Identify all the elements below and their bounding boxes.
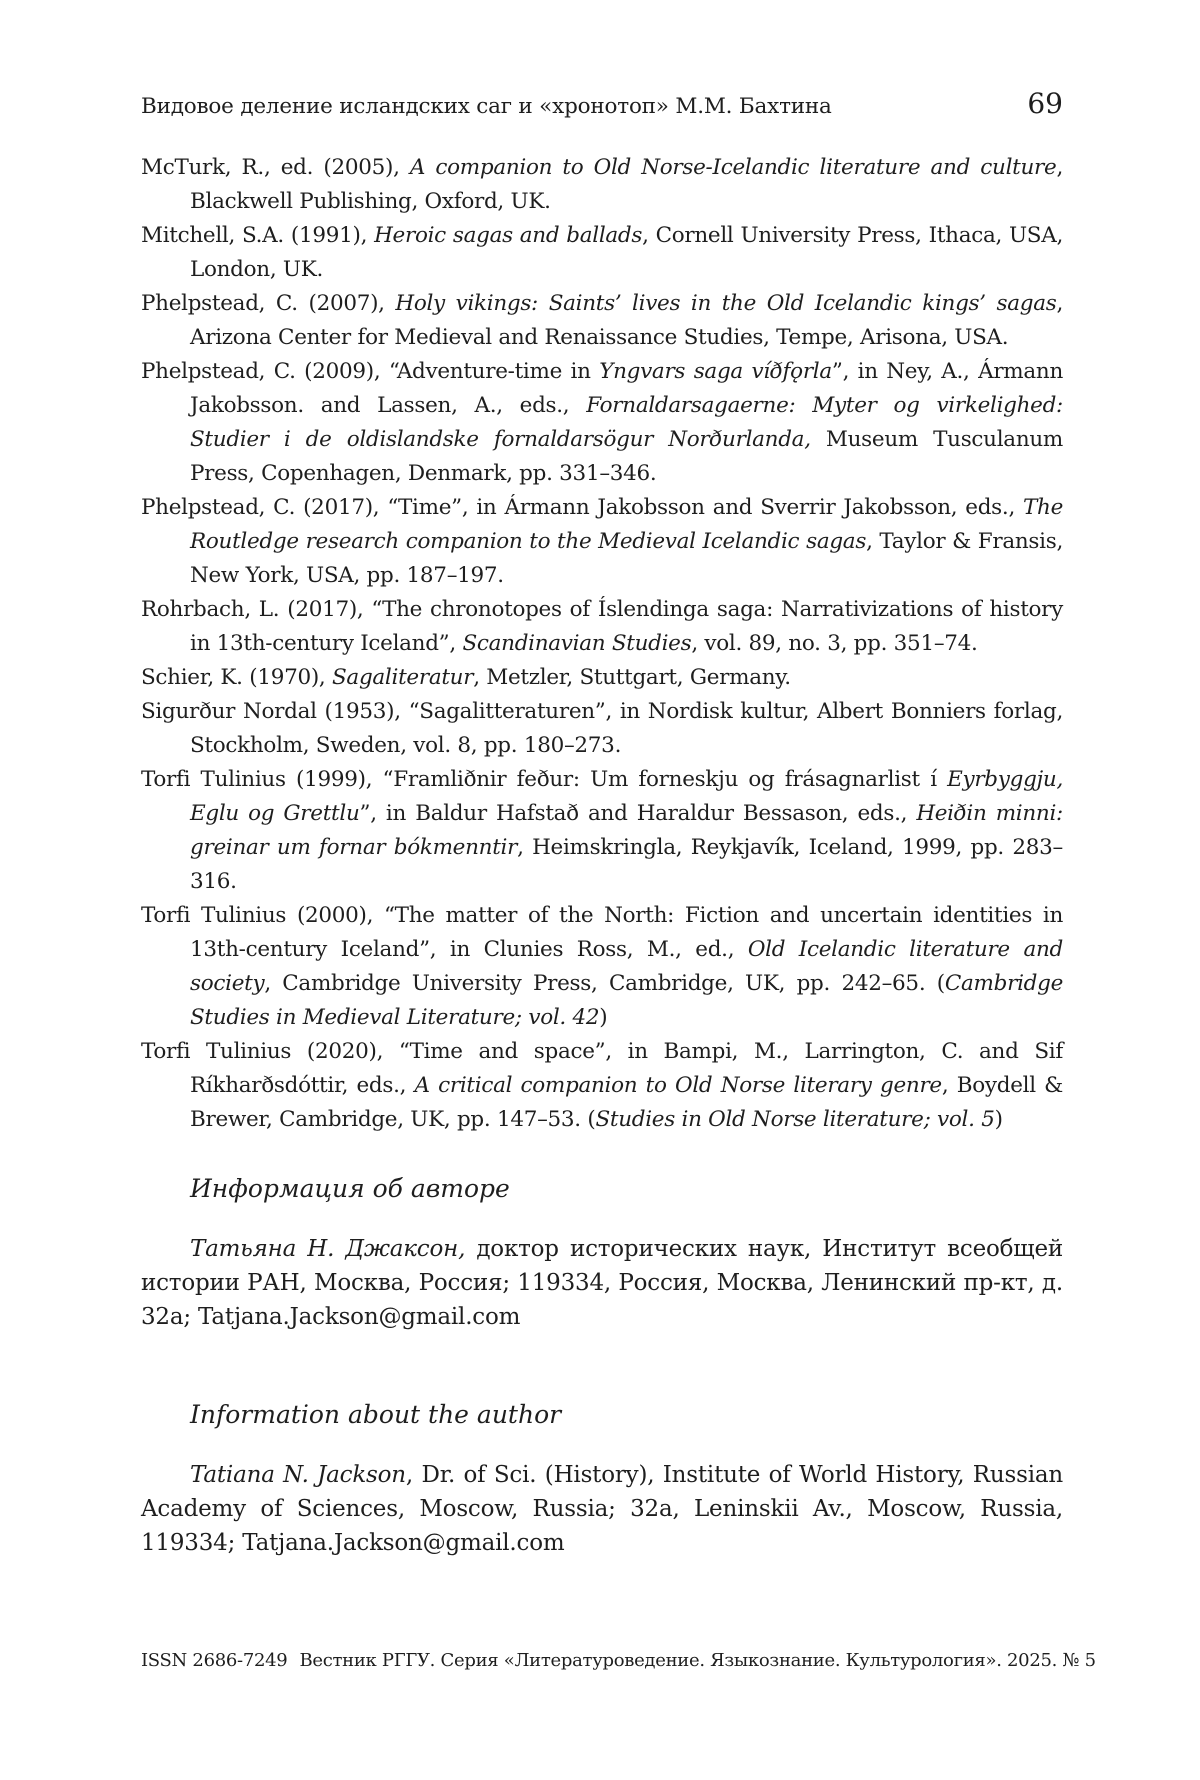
author-info-ru: Татьяна Н. Джаксон, доктор исторических наук, Институт всеобщей истории РАН, Москва, Россия; 119334, Россия, Москва, Ленинский пр-кт, д. 32а; Tatjana.Jackson@gmail.com [141,1232,1063,1334]
author-info-heading-en: Information about the author [190,1400,561,1429]
running-title: Видовое деление исландских саг и «хронотоп» М.М. Бахтина [141,94,832,119]
reference-item: Phelpstead, C. (2009), “Adventure-time in Yngvars saga víðfǫrla”, in Ney, A., Ármann Jakobsson. and Lassen, A., eds., Fornaldarsagaerne: Myter og virkelighed: Studier i de oldislandske fornaldarsögur Norðurlanda, Museum Tusculanum Press, Copenhagen, Denmark, pp. 331–346. [141,355,1063,491]
issn: ISSN 2686-7249 [141,1650,287,1671]
reference-item: Torfi Tulinius (2000), “The matter of the North: Fiction and uncertain identities in 13th-century Iceland”, in Clunies Ross, M., ed., Old Icelandic literature and society, Cambridge University Press, Cambridge, UK, pp. 242–65. (Cambridge Studies in Medieval Literature; vol. 42) [141,899,1063,1035]
reference-list [141,151,1063,1137]
reference-item: Mitchell, S.A. (1991), Heroic sagas and ballads, Cornell University Press, Ithaca, USA, London, UK. [141,219,1063,287]
page-number: 69 [1027,87,1063,120]
reference-item: Torfi Tulinius (2020), “Time and space”, in Bampi, M., Larrington, C. and Sif Ríkharðsdóttir, eds., A critical companion to Old Norse literary genre, Boydell & Brewer, Cambridge, UK, pp. 147–53. (Studies in Old Norse literature; vol. 5) [141,1035,1063,1137]
page-header [141,82,1063,138]
reference-item: Phelpstead, C. (2007), Holy vikings: Saints’ lives in the Old Icelandic kings’ sagas, Arizona Center for Medieval and Renaissance Studies, Tempe, Arisona, USA. [141,287,1063,355]
reference-item: Torfi Tulinius (1999), “Framliðnir feður: Um forneskju og frásagnarlist í Eyrbyggju, Eglu og Grettlu”, in Baldur Hafstað and Haraldur Bessason, eds., Heiðin minni: greinar um fornar bókmenntir, Heimskringla, Reykjavík, Iceland, 1999, pp. 283–316. [141,763,1063,899]
journal-title: Вестник РГГУ. Серия «Литературоведение. Языкознание. Культурология». 2025. № 5 [299,1650,1095,1671]
reference-item: Phelpstead, C. (2017), “Time”, in Ármann Jakobsson and Sverrir Jakobsson, eds., The Routledge research companion to the Medieval Icelandic sagas, Taylor & Fransis, New York, USA, pp. 187–197. [141,491,1063,593]
reference-item: Sigurður Nordal (1953), “Sagalitteraturen”, in Nordisk kultur, Albert Bonniers forlag, Stockholm, Sweden, vol. 8, pp. 180–273. [141,695,1063,763]
author-name-en: Tatiana N. Jackson [190,1462,406,1488]
author-info-en: Tatiana N. Jackson, Dr. of Sci. (History), Institute of World History, Russian Academy of Sciences, Moscow, Russia; 32a, Leninskii Av., Moscow, Russia, 119334; Tatjana.Jackson@gmail.com [141,1458,1063,1560]
reference-item: McTurk, R., ed. (2005), A companion to Old Norse-Icelandic literature and culture, Blackwell Publishing, Oxford, UK. [141,151,1063,219]
author-info-heading-ru: Информация об авторе [190,1174,510,1203]
author-name-ru: Татьяна Н. Джаксон, [190,1236,465,1262]
reference-item: Schier, K. (1970), Sagaliteratur, Metzler, Stuttgart, Germany. [141,661,1063,695]
reference-item: Rohrbach, L. (2017), “The chronotopes of Íslendinga saga: Narrativizations of history in 13th-century Iceland”, Scandinavian Studies, vol. 89, no. 3, pp. 351–74. [141,593,1063,661]
page-footer [141,1650,1063,1671]
